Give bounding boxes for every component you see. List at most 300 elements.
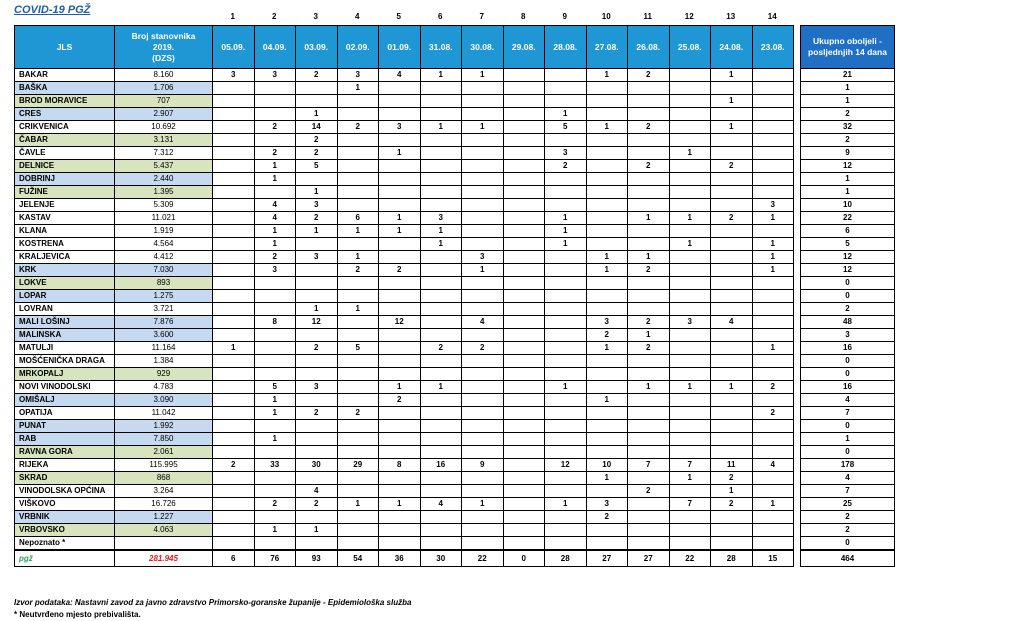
population-cell: 868 (115, 472, 213, 485)
case-count-cell (503, 251, 545, 264)
case-count-cell (337, 316, 379, 329)
case-count-cell (503, 186, 545, 199)
case-count-cell: 2 (254, 147, 296, 160)
case-count-cell (379, 160, 421, 173)
case-count-cell (337, 433, 379, 446)
total-cell: 9 (801, 147, 895, 160)
case-count-cell: 1 (586, 342, 628, 355)
total-cell: 1 (801, 173, 895, 186)
case-count-cell (752, 134, 794, 147)
case-count-cell: 3 (586, 498, 628, 511)
case-count-cell: 5 (296, 160, 338, 173)
case-count-cell (669, 433, 711, 446)
case-count-cell (337, 511, 379, 524)
population-cell: 7.030 (115, 264, 213, 277)
case-count-cell (213, 82, 255, 95)
case-count-cell (628, 394, 670, 407)
case-count-cell (503, 485, 545, 498)
page-title: COVID-19 PGŽ (14, 4, 91, 16)
total-cell: 7 (801, 407, 895, 420)
total-cell: 12 (801, 251, 895, 264)
source-note: Izvor podataka: Nastavni zavod za javno zdravstvo Primorsko-goranske županije - Epidemiološka služba (14, 598, 412, 607)
case-count-cell (420, 147, 462, 160)
case-count-cell (752, 82, 794, 95)
case-count-cell (545, 264, 587, 277)
case-count-cell: 1 (379, 147, 421, 160)
population-cell: 3.131 (115, 134, 213, 147)
case-count-cell (503, 303, 545, 316)
case-count-cell: 1 (669, 147, 711, 160)
total-cell: 0 (801, 420, 895, 433)
case-count-cell (628, 95, 670, 108)
case-count-cell (254, 290, 296, 303)
case-count-cell (254, 342, 296, 355)
case-count-cell: 2 (379, 264, 421, 277)
case-count-cell (752, 524, 794, 537)
case-count-cell: 5 (254, 381, 296, 394)
case-count-cell (545, 303, 587, 316)
case-count-cell (752, 277, 794, 290)
header-date: 27.08. (586, 26, 628, 69)
municipality-name: RAVNA GORA (15, 446, 115, 459)
case-count-cell (254, 485, 296, 498)
case-count-cell (586, 407, 628, 420)
case-count-cell (379, 238, 421, 251)
case-count-cell: 3 (462, 251, 504, 264)
case-count-cell (254, 108, 296, 121)
case-count-cell (503, 342, 545, 355)
day-number: 12 (684, 12, 694, 21)
case-count-cell: 1 (752, 212, 794, 225)
population-cell: 2.907 (115, 108, 213, 121)
sum-day-cell: 28 (711, 550, 753, 567)
case-count-cell: 1 (254, 225, 296, 238)
case-count-cell: 1 (752, 251, 794, 264)
case-count-cell (379, 173, 421, 186)
case-count-cell (711, 238, 753, 251)
population-cell: 11.042 (115, 407, 213, 420)
total-cell: 12 (801, 160, 895, 173)
population-cell: 3.090 (115, 394, 213, 407)
case-count-cell: 1 (462, 498, 504, 511)
case-count-cell: 1 (669, 212, 711, 225)
population-cell: 5.437 (115, 160, 213, 173)
case-count-cell (752, 485, 794, 498)
case-count-cell (296, 355, 338, 368)
case-count-cell: 2 (462, 342, 504, 355)
case-count-cell: 1 (586, 472, 628, 485)
case-count-cell (545, 134, 587, 147)
sum-day-cell: 0 (503, 550, 545, 567)
gap-cell (794, 264, 801, 277)
case-count-cell (586, 446, 628, 459)
total-cell: 22 (801, 212, 895, 225)
case-count-cell: 1 (420, 238, 462, 251)
gap-cell (794, 290, 801, 303)
case-count-cell: 1 (379, 498, 421, 511)
gap-cell (794, 433, 801, 446)
case-count-cell: 3 (379, 121, 421, 134)
case-count-cell (337, 355, 379, 368)
case-count-cell (545, 316, 587, 329)
case-count-cell (586, 381, 628, 394)
case-count-cell: 1 (545, 212, 587, 225)
table-row (15, 420, 895, 433)
case-count-cell (586, 108, 628, 121)
header-date: 01.09. (379, 26, 421, 69)
table-row (15, 433, 895, 446)
case-count-cell (752, 420, 794, 433)
total-cell: 5 (801, 238, 895, 251)
gap-cell (794, 225, 801, 238)
case-count-cell (711, 303, 753, 316)
case-count-cell (752, 511, 794, 524)
case-count-cell: 4 (379, 69, 421, 82)
gap-cell (794, 407, 801, 420)
case-count-cell (545, 329, 587, 342)
case-count-cell (752, 355, 794, 368)
table-row (15, 355, 895, 368)
case-count-cell (337, 368, 379, 381)
case-count-cell: 1 (545, 381, 587, 394)
table-row (15, 290, 895, 303)
case-count-cell (545, 537, 587, 551)
header-date: 02.09. (337, 26, 379, 69)
table-row (15, 511, 895, 524)
case-count-cell (254, 82, 296, 95)
case-count-cell (296, 537, 338, 551)
case-count-cell (379, 368, 421, 381)
total-cell: 3 (801, 329, 895, 342)
case-count-cell (669, 108, 711, 121)
population-cell: 4.564 (115, 238, 213, 251)
case-count-cell (379, 407, 421, 420)
case-count-cell (379, 95, 421, 108)
case-count-cell: 1 (462, 121, 504, 134)
case-count-cell (669, 511, 711, 524)
case-count-cell (586, 82, 628, 95)
case-count-cell: 2 (628, 69, 670, 82)
case-count-cell (669, 537, 711, 551)
case-count-cell (213, 368, 255, 381)
case-count-cell (503, 264, 545, 277)
header-population-line2: 2019. (152, 41, 175, 52)
gap-cell (794, 459, 801, 472)
population-cell: 4.412 (115, 251, 213, 264)
day-number: 2 (272, 12, 277, 21)
population-cell: 929 (115, 368, 213, 381)
population-cell: 8.160 (115, 69, 213, 82)
case-count-cell (296, 173, 338, 186)
case-count-cell (669, 173, 711, 186)
case-count-cell (379, 303, 421, 316)
case-count-cell (503, 537, 545, 551)
case-count-cell: 1 (752, 342, 794, 355)
case-count-cell (379, 134, 421, 147)
case-count-cell (752, 290, 794, 303)
case-count-cell: 1 (462, 264, 504, 277)
population-cell: 1.384 (115, 355, 213, 368)
case-count-cell (296, 368, 338, 381)
day-number: 1 (230, 12, 235, 21)
case-count-cell (254, 95, 296, 108)
header-population (115, 26, 213, 69)
case-count-cell (213, 537, 255, 551)
case-count-cell (752, 186, 794, 199)
sum-day-cell: 93 (296, 550, 338, 567)
population-cell: 2.440 (115, 173, 213, 186)
case-count-cell (296, 446, 338, 459)
case-count-cell (503, 225, 545, 238)
population-cell: 4.063 (115, 524, 213, 537)
case-count-cell (586, 420, 628, 433)
municipality-name: ČABAR (15, 134, 115, 147)
case-count-cell (752, 537, 794, 551)
case-count-cell (545, 199, 587, 212)
case-count-cell (545, 69, 587, 82)
case-count-cell: 2 (420, 342, 462, 355)
case-count-cell (503, 472, 545, 485)
case-count-cell: 7 (669, 498, 711, 511)
case-count-cell (503, 173, 545, 186)
case-count-cell (379, 342, 421, 355)
case-count-cell (586, 355, 628, 368)
case-count-cell (379, 433, 421, 446)
case-count-cell (420, 160, 462, 173)
case-count-cell (379, 251, 421, 264)
case-count-cell (337, 485, 379, 498)
case-count-cell (462, 173, 504, 186)
case-count-cell (586, 147, 628, 160)
case-count-cell (420, 524, 462, 537)
case-count-cell (586, 303, 628, 316)
case-count-cell (462, 472, 504, 485)
case-count-cell: 2 (586, 511, 628, 524)
case-count-cell: 2 (711, 498, 753, 511)
table-row (15, 316, 895, 329)
case-count-cell (669, 329, 711, 342)
sum-day-cell: 28 (545, 550, 587, 567)
gap-cell (794, 537, 801, 551)
case-count-cell (379, 537, 421, 551)
case-count-cell (213, 199, 255, 212)
case-count-cell: 2 (296, 407, 338, 420)
case-count-cell (462, 134, 504, 147)
table-row (15, 95, 895, 108)
total-cell: 0 (801, 537, 895, 551)
header-gap (794, 26, 801, 69)
gap-cell (794, 199, 801, 212)
case-count-cell (711, 186, 753, 199)
case-count-cell (628, 199, 670, 212)
municipality-name: VIŠKOVO (15, 498, 115, 511)
case-count-cell (545, 524, 587, 537)
population-cell: 11.164 (115, 342, 213, 355)
case-count-cell (503, 394, 545, 407)
population-cell: 893 (115, 277, 213, 290)
case-count-cell (586, 95, 628, 108)
case-count-cell (752, 433, 794, 446)
sum-population: 281.945 (115, 550, 213, 567)
case-count-cell (711, 433, 753, 446)
sum-day-cell: 27 (628, 550, 670, 567)
case-count-cell (213, 251, 255, 264)
case-count-cell (711, 264, 753, 277)
case-count-cell (213, 238, 255, 251)
total-cell: 1 (801, 433, 895, 446)
case-count-cell (462, 108, 504, 121)
population-cell: 3.721 (115, 303, 213, 316)
case-count-cell (420, 264, 462, 277)
case-count-cell (462, 485, 504, 498)
case-count-cell (254, 277, 296, 290)
gap-cell (794, 550, 801, 567)
total-cell: 1 (801, 186, 895, 199)
case-count-cell (545, 186, 587, 199)
total-cell: 2 (801, 108, 895, 121)
header-population-line1: Broj stanovnika (131, 30, 196, 41)
case-count-cell (213, 147, 255, 160)
case-count-cell (420, 329, 462, 342)
case-count-cell (213, 290, 255, 303)
header-date: 04.09. (254, 26, 296, 69)
case-count-cell: 1 (462, 69, 504, 82)
case-count-cell: 2 (545, 160, 587, 173)
case-count-cell: 2 (337, 264, 379, 277)
case-count-cell (628, 82, 670, 95)
table-row (15, 329, 895, 342)
case-count-cell (213, 212, 255, 225)
day-number: 8 (521, 12, 526, 21)
case-count-cell (628, 446, 670, 459)
case-count-cell (503, 420, 545, 433)
day-number: 13 (726, 12, 736, 21)
sum-day-cell: 15 (752, 550, 794, 567)
municipality-name: LOKVE (15, 277, 115, 290)
case-count-cell (503, 108, 545, 121)
case-count-cell (462, 420, 504, 433)
case-count-cell: 6 (337, 212, 379, 225)
case-count-cell: 1 (296, 186, 338, 199)
case-count-cell (213, 173, 255, 186)
case-count-cell (337, 199, 379, 212)
case-count-cell (337, 186, 379, 199)
case-count-cell (213, 381, 255, 394)
case-count-cell: 1 (420, 69, 462, 82)
case-count-cell: 2 (337, 407, 379, 420)
table-row (15, 212, 895, 225)
case-count-cell (545, 368, 587, 381)
case-count-cell: 3 (586, 316, 628, 329)
case-count-cell: 1 (420, 121, 462, 134)
population-cell: 10.692 (115, 121, 213, 134)
case-count-cell: 1 (254, 238, 296, 251)
case-count-cell: 1 (711, 95, 753, 108)
case-count-cell: 3 (669, 316, 711, 329)
gap-cell (794, 238, 801, 251)
case-count-cell (669, 186, 711, 199)
case-count-cell (213, 277, 255, 290)
case-count-cell (462, 511, 504, 524)
case-count-cell (379, 290, 421, 303)
table-row (15, 381, 895, 394)
municipality-name: VRBOVSKO (15, 524, 115, 537)
case-count-cell: 1 (254, 160, 296, 173)
case-count-cell (586, 238, 628, 251)
case-count-cell (379, 420, 421, 433)
municipality-name: SKRAD (15, 472, 115, 485)
gap-cell (794, 134, 801, 147)
case-count-cell (213, 108, 255, 121)
case-count-cell (586, 368, 628, 381)
case-count-cell (420, 355, 462, 368)
population-cell: 7.876 (115, 316, 213, 329)
table-row (15, 368, 895, 381)
case-count-cell (296, 394, 338, 407)
case-count-cell: 1 (379, 212, 421, 225)
case-count-cell: 1 (752, 238, 794, 251)
header-date: 25.08. (669, 26, 711, 69)
case-count-cell: 1 (296, 303, 338, 316)
case-count-cell (379, 199, 421, 212)
case-count-cell (420, 446, 462, 459)
case-count-cell (711, 173, 753, 186)
case-count-cell (213, 472, 255, 485)
case-count-cell (462, 368, 504, 381)
case-count-cell (420, 82, 462, 95)
case-count-cell (213, 420, 255, 433)
case-count-cell (296, 433, 338, 446)
case-count-cell: 8 (254, 316, 296, 329)
case-count-cell (669, 446, 711, 459)
case-count-cell (586, 199, 628, 212)
case-count-cell (296, 277, 338, 290)
case-count-cell (752, 69, 794, 82)
case-count-cell: 3 (254, 69, 296, 82)
case-count-cell: 1 (711, 69, 753, 82)
case-count-cell (586, 173, 628, 186)
case-count-cell: 4 (254, 199, 296, 212)
case-count-cell: 1 (213, 342, 255, 355)
gap-cell (794, 394, 801, 407)
population-cell: 1.919 (115, 225, 213, 238)
case-count-cell: 1 (586, 121, 628, 134)
case-count-cell (586, 160, 628, 173)
case-count-cell (462, 160, 504, 173)
case-count-cell: 2 (337, 121, 379, 134)
gap-cell (794, 173, 801, 186)
case-count-cell (545, 394, 587, 407)
case-count-cell: 12 (296, 316, 338, 329)
case-count-cell (462, 186, 504, 199)
case-count-cell: 2 (628, 121, 670, 134)
case-count-cell: 1 (420, 381, 462, 394)
total-cell: 6 (801, 225, 895, 238)
case-count-cell (379, 108, 421, 121)
case-count-cell (628, 173, 670, 186)
case-count-cell (462, 381, 504, 394)
gap-cell (794, 277, 801, 290)
sum-day-cell: 22 (462, 550, 504, 567)
case-count-cell (545, 485, 587, 498)
case-count-cell: 1 (254, 433, 296, 446)
case-count-cell: 1 (296, 225, 338, 238)
header-date: 29.08. (503, 26, 545, 69)
case-count-cell (586, 485, 628, 498)
case-count-cell: 3 (752, 199, 794, 212)
case-count-cell (711, 368, 753, 381)
case-count-cell (711, 537, 753, 551)
